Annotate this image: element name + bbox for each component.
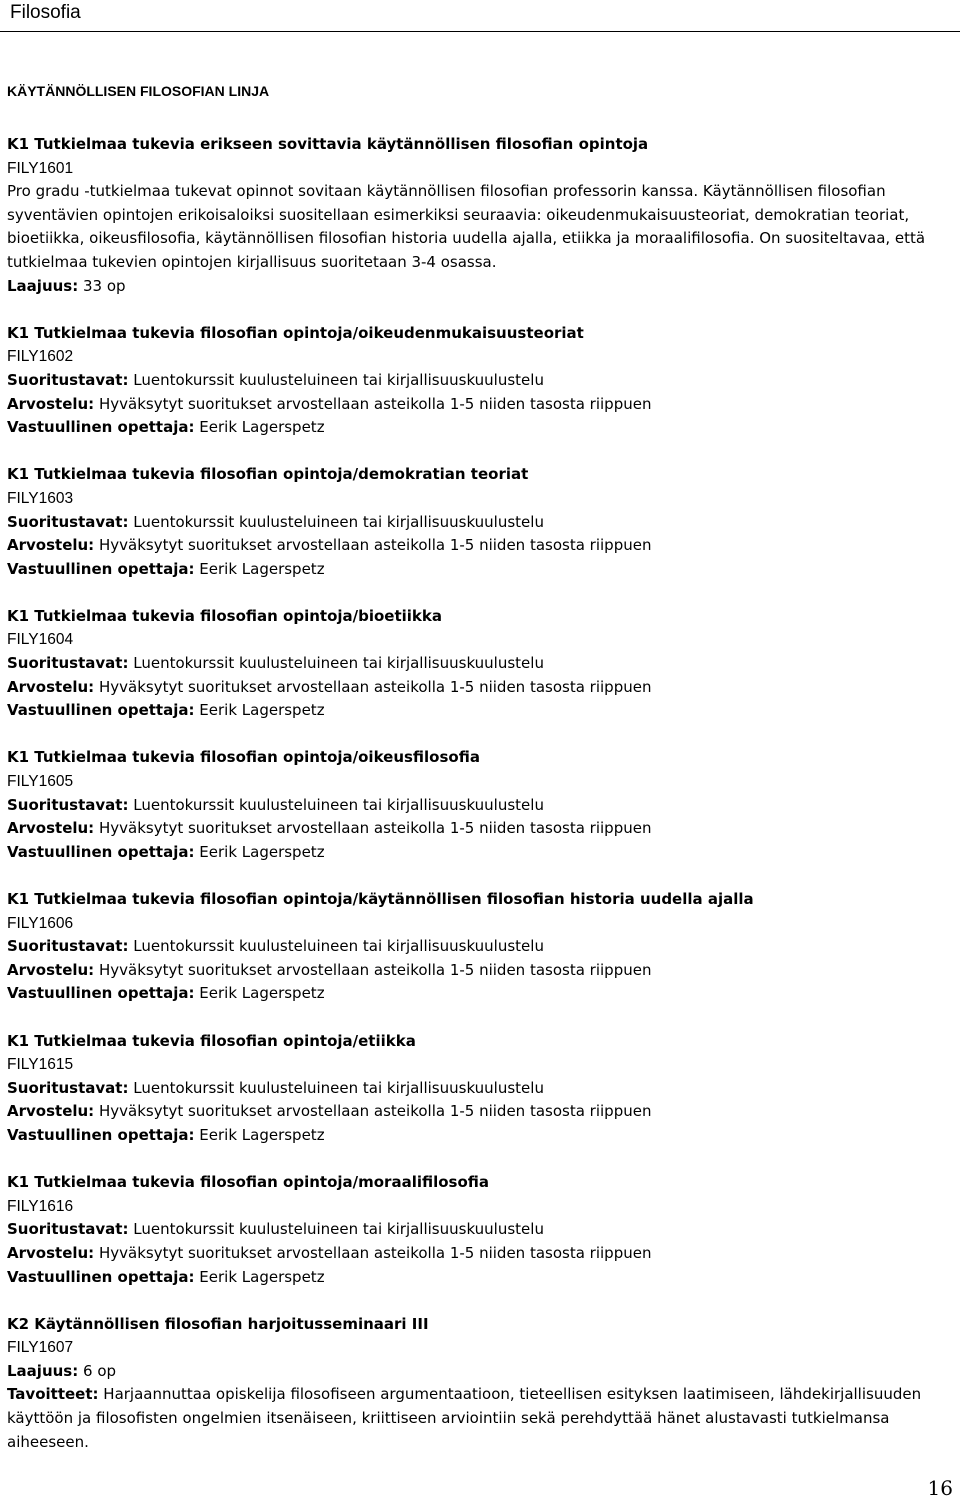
- teacher-label: Vastuullinen opettaja:: [7, 842, 195, 861]
- course-code: FILY1605: [7, 773, 74, 791]
- suoritustavat-value: Luentokurssit kuulusteluineen tai kirjallisuuskuulustelu: [133, 937, 544, 956]
- suoritustavat-value: Luentokurssit kuulusteluineen tai kirjallisuuskuulustelu: [133, 370, 544, 389]
- course-code: FILY1603: [7, 489, 74, 507]
- arvostelu-label: Arvostelu:: [7, 960, 95, 979]
- teacher-label: Vastuullinen opettaja:: [7, 1125, 195, 1144]
- course-title: K2 Käytännöllisen filosofian harjoitusseminaari III: [7, 1314, 429, 1333]
- course-entry-seminar: [7, 1313, 955, 1455]
- suoritustavat-value: Luentokurssit kuulusteluineen tai kirjallisuuskuulustelu: [133, 1078, 544, 1097]
- teacher-value: Eerik Lagerspetz: [199, 559, 325, 578]
- course-code: FILY1601: [7, 159, 74, 177]
- page-header: [0, 0, 960, 32]
- suoritustavat-value: Luentokurssit kuulusteluineen tai kirjallisuuskuulustelu: [133, 795, 544, 814]
- suoritustavat-label: Suoritustavat:: [7, 654, 129, 673]
- teacher-value: Eerik Lagerspetz: [199, 1125, 325, 1144]
- teacher-value: Eerik Lagerspetz: [199, 984, 325, 1003]
- course-entry: [7, 1171, 955, 1289]
- document-body: [7, 79, 955, 1478]
- course-code: FILY1615: [7, 1056, 74, 1074]
- arvostelu-value: Hyväksytyt suoritukset arvostellaan asteikolla 1-5 niiden tasosta riippuen: [98, 536, 652, 555]
- page-header-title: Filosofia: [10, 2, 81, 23]
- arvostelu-field: [7, 393, 955, 417]
- course-entry: [7, 322, 955, 440]
- suoritustavat-label: Suoritustavat:: [7, 1220, 129, 1239]
- suoritustavat-field: [7, 511, 955, 535]
- tavoitteet-field: [7, 1383, 955, 1454]
- suoritustavat-label: Suoritustavat:: [7, 370, 129, 389]
- arvostelu-label: Arvostelu:: [7, 1102, 95, 1121]
- section-heading: KÄYTÄNNÖLLISEN FILOSOFIAN LINJA: [7, 83, 270, 99]
- suoritustavat-label: Suoritustavat:: [7, 1078, 129, 1097]
- course-title: K1 Tutkielmaa tukevia erikseen sovittavia käytännöllisen filosofian opintoja: [7, 135, 649, 153]
- course-entry: [7, 605, 955, 723]
- suoritustavat-value: Luentokurssit kuulusteluineen tai kirjallisuuskuulustelu: [133, 512, 544, 531]
- arvostelu-value: Hyväksytyt suoritukset arvostellaan asteikolla 1-5 niiden tasosta riippuen: [98, 819, 652, 838]
- course-code: FILY1602: [7, 348, 74, 366]
- arvostelu-field: [7, 1100, 955, 1124]
- arvostelu-value: Hyväksytyt suoritukset arvostellaan asteikolla 1-5 niiden tasosta riippuen: [98, 677, 652, 696]
- suoritustavat-field: [7, 935, 955, 959]
- teacher-label: Vastuullinen opettaja:: [7, 418, 195, 437]
- course-description: Pro gradu -tutkielmaa tukevat opinnot sovitaan käytännöllisen filosofian professorin kanssa. Käytännöllisen filosofian syventävien opintojen erikoisaloiksi suositellaan esimerkiksi seuraavia: oikeudenmukaisuusteoriat, demokratian teoriat, bioetiikka, oikeusfilosofia, käytännöllisen filosofian historia uudella ajalla, etiikka ja moraalifilosofia. On suositeltavaa, että tutkielmaa tukevien opintojen kirjallisuus suoritetaan 3-4 osassa.: [7, 182, 926, 271]
- suoritustavat-label: Suoritustavat:: [7, 937, 129, 956]
- teacher-field: [7, 699, 955, 723]
- course-title: K1 Tutkielmaa tukevia filosofian opintoja/oikeusfilosofia: [7, 748, 480, 767]
- teacher-value: Eerik Lagerspetz: [199, 1267, 325, 1286]
- arvostelu-value: Hyväksytyt suoritukset arvostellaan asteikolla 1-5 niiden tasosta riippuen: [98, 1243, 652, 1262]
- teacher-field: [7, 982, 955, 1006]
- suoritustavat-field: [7, 369, 955, 393]
- course-title: K1 Tutkielmaa tukevia filosofian opintoja/käytännöllisen filosofian historia uudella ajalla: [7, 890, 754, 908]
- teacher-label: Vastuullinen opettaja:: [7, 984, 195, 1003]
- suoritustavat-value: Luentokurssit kuulusteluineen tai kirjallisuuskuulustelu: [133, 654, 544, 673]
- arvostelu-label: Arvostelu:: [7, 394, 95, 413]
- laajuus-field: [7, 1360, 955, 1384]
- teacher-field: [7, 841, 955, 865]
- arvostelu-label: Arvostelu:: [7, 1243, 95, 1262]
- arvostelu-label: Arvostelu:: [7, 677, 95, 696]
- course-entry-intro: [7, 133, 955, 298]
- arvostelu-field: [7, 676, 955, 700]
- teacher-label: Vastuullinen opettaja:: [7, 701, 195, 720]
- suoritustavat-field: [7, 794, 955, 818]
- teacher-value: Eerik Lagerspetz: [199, 418, 325, 437]
- arvostelu-value: Hyväksytyt suoritukset arvostellaan asteikolla 1-5 niiden tasosta riippuen: [98, 1102, 652, 1121]
- suoritustavat-field: [7, 652, 955, 676]
- laajuus-label: Laajuus:: [7, 1361, 79, 1380]
- teacher-field: [7, 558, 955, 582]
- course-entry: [7, 463, 955, 581]
- course-code: FILY1616: [7, 1197, 74, 1215]
- suoritustavat-field: [7, 1077, 955, 1101]
- course-entry: [7, 888, 955, 1006]
- course-code: FILY1606: [7, 914, 74, 932]
- teacher-label: Vastuullinen opettaja:: [7, 1267, 195, 1286]
- suoritustavat-label: Suoritustavat:: [7, 795, 129, 814]
- tavoitteet-value: Harjaannuttaa opiskelija filosofiseen argumentaatioon, tieteellisen esityksen laatimiseen, lähdekirjallisuuden käyttöön ja filosofisten ongelmien itsenäiseen, kriittiseen arviointiin sekä perehdyttää hänet alustavasti tutkielmansa aiheeseen.: [7, 1385, 922, 1451]
- arvostelu-label: Arvostelu:: [7, 536, 95, 555]
- arvostelu-value: Hyväksytyt suoritukset arvostellaan asteikolla 1-5 niiden tasosta riippuen: [98, 960, 652, 979]
- laajuus-label: Laajuus:: [7, 276, 79, 295]
- teacher-field: [7, 1266, 955, 1290]
- arvostelu-field: [7, 817, 955, 841]
- course-code: FILY1604: [7, 631, 74, 649]
- page-number: 16: [927, 1476, 953, 1500]
- course-title: K1 Tutkielmaa tukevia filosofian opintoja/oikeudenmukaisuusteoriat: [7, 323, 584, 342]
- course-title: K1 Tutkielmaa tukevia filosofian opintoja/etiikka: [7, 1031, 416, 1050]
- course-entry: [7, 1030, 955, 1148]
- course-title: K1 Tutkielmaa tukevia filosofian opintoja/moraalifilosofia: [7, 1173, 490, 1192]
- arvostelu-label: Arvostelu:: [7, 819, 95, 838]
- teacher-value: Eerik Lagerspetz: [199, 701, 325, 720]
- suoritustavat-field: [7, 1218, 955, 1242]
- tavoitteet-label: Tavoitteet:: [7, 1385, 99, 1404]
- arvostelu-field: [7, 534, 955, 558]
- arvostelu-field: [7, 959, 955, 983]
- teacher-value: Eerik Lagerspetz: [199, 842, 325, 861]
- suoritustavat-label: Suoritustavat:: [7, 512, 129, 531]
- teacher-label: Vastuullinen opettaja:: [7, 559, 195, 578]
- suoritustavat-value: Luentokurssit kuulusteluineen tai kirjallisuuskuulustelu: [133, 1220, 544, 1239]
- course-title: K1 Tutkielmaa tukevia filosofian opintoja/bioetiikka: [7, 606, 443, 625]
- laajuus-value: 6 op: [83, 1361, 117, 1380]
- laajuus-field: [7, 275, 955, 299]
- arvostelu-field: [7, 1242, 955, 1266]
- laajuus-value: 33 op: [83, 276, 126, 295]
- arvostelu-value: Hyväksytyt suoritukset arvostellaan asteikolla 1-5 niiden tasosta riippuen: [98, 394, 652, 413]
- teacher-field: [7, 416, 955, 440]
- teacher-field: [7, 1124, 955, 1148]
- course-title: K1 Tutkielmaa tukevia filosofian opintoja/demokratian teoriat: [7, 465, 529, 484]
- course-entry: [7, 746, 955, 864]
- course-code: FILY1607: [7, 1339, 74, 1357]
